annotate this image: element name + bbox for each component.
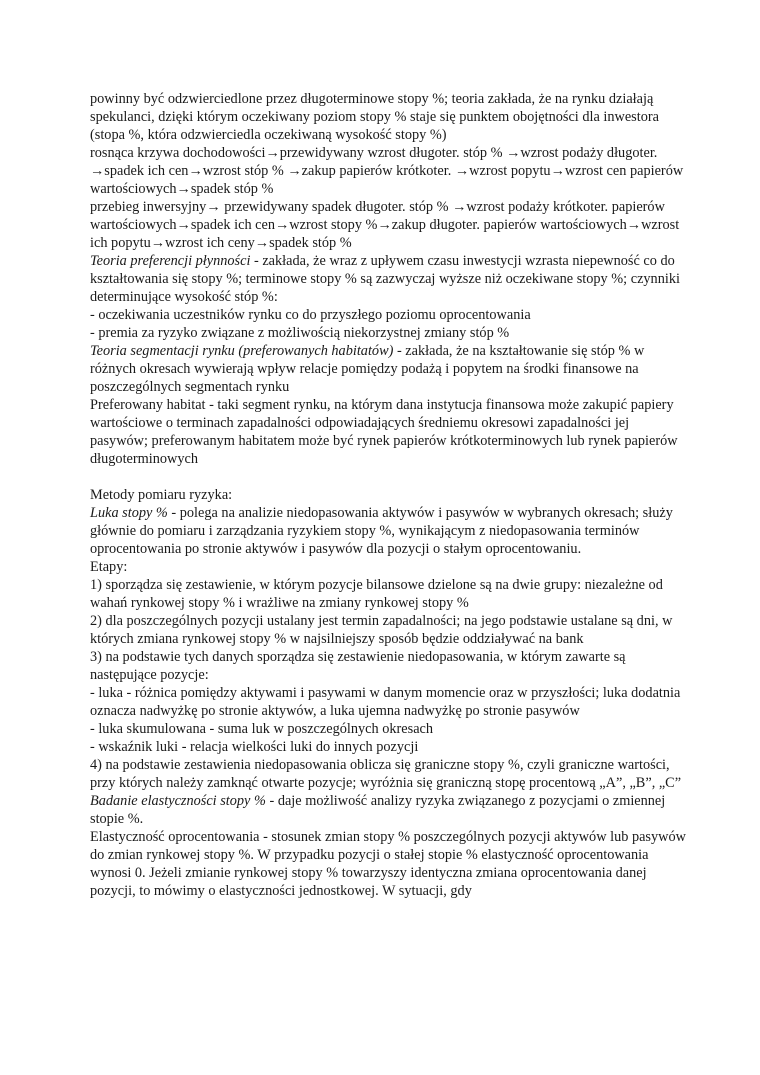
section-heading: Metody pomiaru ryzyka: (90, 487, 233, 503)
paragraph-text: - zakłada, że wraz z upływem czasu inwestycji wzrasta niepewność co do kształtowania się stopy %; terminowe stopy % są zazwyczaj wyższe niż oczekiwane stopy %; czynniki determinujące wysokość stóp %: (90, 253, 680, 305)
paragraph: 4) na podstawie zestawienia niedopasowania oblicza się graniczne stopy %, czyli graniczne wartości, przy których należy zamknąć otwarte pozycje; wyróżnia się graniczną stopę procentową „A”, „B”, „C” (90, 757, 682, 791)
paragraph: 2) dla poszczególnych pozycji ustalany jest termin zapadalności; na jego podstawie ustalane są dni, w których zmiana rynkowej stopy % w najsilniejszy sposób będzie oddziaływać na bank (90, 613, 673, 647)
paragraph (90, 342, 690, 396)
paragraph: - premia za ryzyko związane z możliwością niekorzystnej zmiany stóp % (90, 325, 510, 341)
paragraph: Preferowany habitat - taki segment rynku, na którym dana instytucja finansowa może zakupić papiery wartościowe o terminach zapadalności odpowiadających średniemu okresowi zapadalności jej pasywów; preferowanym habitatem może być rynek papierów krótkoterminowych lub rynek papierów długoterminowych (90, 397, 678, 467)
paragraph: - wskaźnik luki - relacja wielkości luki do innych pozycji (90, 739, 419, 755)
paragraph (90, 792, 690, 828)
paragraph-text: - zakłada, że na kształtowanie się stóp % w różnych okresach wywierają wpływ relacje pomiędzy podażą i popytem na środki finansowe na poszczególnych segmentach rynku (90, 343, 645, 395)
term-heading: Teoria segmentacji rynku (preferowanych habitatów) (90, 343, 394, 359)
term-heading: Teoria preferencji płynności (90, 253, 251, 269)
term-heading: Luka stopy % (90, 505, 168, 521)
paragraph: - luka skumulowana - suma luk w poszczególnych okresach (90, 721, 434, 737)
paragraph: 3) na podstawie tych danych sporządza się zestawienie niedopasowania, w którym zawarte są następujące pozycje: (90, 649, 626, 683)
paragraph (90, 504, 690, 558)
paragraph-text: - daje możliwość analizy ryzyka związanego z pozycjami o zmiennej stopie %. (90, 793, 666, 827)
paragraph: Elastyczność oprocentowania - stosunek zmian stopy % poszczególnych pozycji aktywów lub pasywów do zmian rynkowej stopy %. W przypadku pozycji o stałej stopie % elastyczność oprocentowania wynosi 0. Jeżeli zmianie rynkowej stopy % towarzyszy identyczna zmiana oprocentowania danej pozycji, to mówimy o elastyczności jednostkowej. W sytuacji, gdy (90, 829, 686, 899)
paragraph: rosnąca krzywa dochodowości→przewidywany wzrost długoter. stóp % →wzrost podaży długoter. →spadek ich cen→wzrost stóp % →zakup papierów krótkoter. →wzrost popytu→wzrost cen papierów wartościowych→spadek stóp % (90, 145, 684, 197)
blank-line (90, 468, 690, 486)
paragraph: - luka - różnica pomiędzy aktywami i pasywami w danym momencie oraz w przyszłości; luka dodatnia oznacza nadwyżkę po stronie aktywów, a luka ujemna nadwyżkę po stronie pasywów (90, 685, 681, 719)
paragraph: - oczekiwania uczestników rynku co do przyszłego poziomu oprocentowania (90, 307, 531, 323)
paragraph (90, 252, 690, 306)
term-heading: Badanie elastyczności stopy % (90, 793, 266, 809)
paragraph: 1) sporządza się zestawienie, w którym pozycje bilansowe dzielone są na dwie grupy: niezależne od wahań rynkowej stopy % i wrażliwe na zmiany rynkowej stopy % (90, 577, 663, 611)
paragraph: przebieg inwersyjny→ przewidywany spadek długoter. stóp % →wzrost podaży krótkoter. papierów wartościowych→spadek ich cen→wzrost stopy %→zakup długoter. papierów wartościowych→wzrost ich popytu→wzrost ich ceny→spadek stóp % (90, 199, 680, 251)
paragraph: powinny być odzwierciedlone przez długoterminowe stopy %; teoria zakłada, że na rynku działają spekulanci, dzięki którym oczekiwany poziom stopy % staje się punktem obojętności dla inwestora (stopa %, która odzwierciedla oczekiwaną wysokość stopy %) (90, 91, 659, 143)
paragraph-text: - polega na analizie niedopasowania aktywów i pasywów w wybranych okresach; służy głównie do pomiaru i zarządzania ryzykiem stopy %, wynikającym z niedopasowania terminów oprocentowania po stronie aktywów i pasywów dla pozycji o stałym oprocentowaniu. (90, 505, 673, 557)
paragraph: Etapy: (90, 559, 128, 575)
document-page (90, 90, 690, 900)
